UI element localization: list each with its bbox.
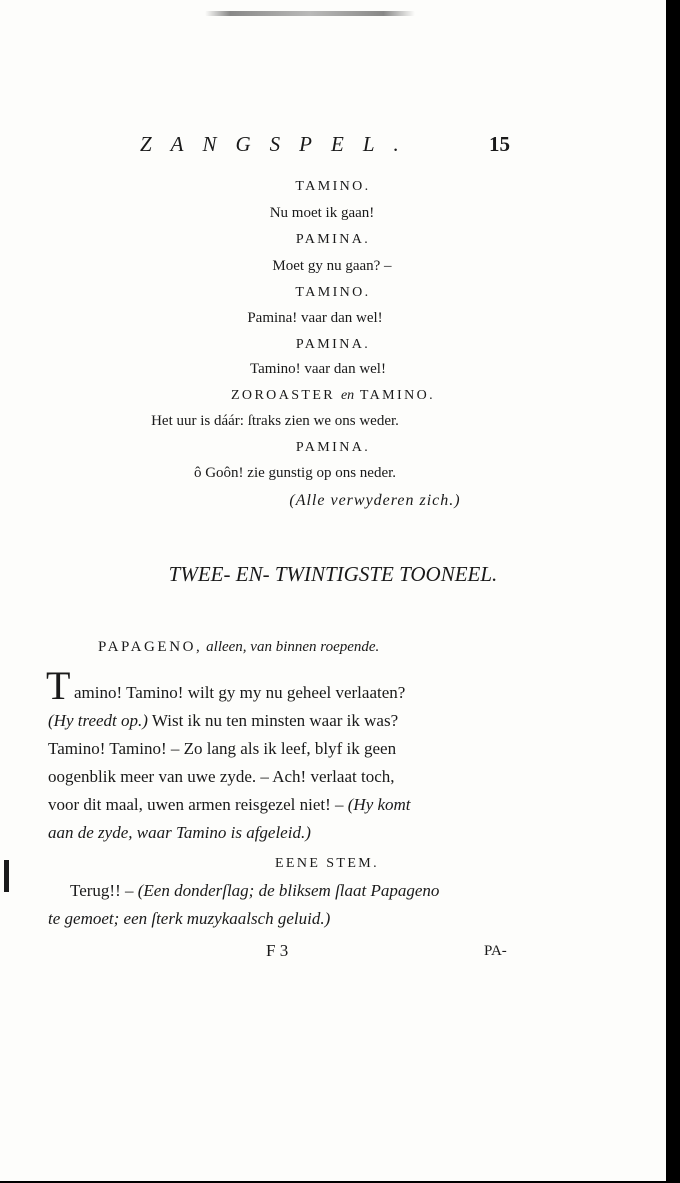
stage-direction: aan de zyde, waar Tamino is afgeleid.): [48, 823, 311, 842]
scene-speaker: [98, 640, 379, 655]
verse-line: ô Goôn! zie gunstig op ons neder.: [193, 465, 397, 481]
prose-text: Wist ik nu ten minsten waar ik was?: [151, 711, 399, 730]
running-head: ZANGSPEL.: [140, 132, 418, 156]
speaker-tamino: TAMINO.: [295, 179, 371, 194]
scene-title: TWEE- EN- TWINTIGSTE TOONEEL.: [168, 562, 498, 586]
page-number: 15: [489, 132, 510, 156]
speaker-pamina: PAMINA.: [295, 337, 371, 352]
verse-line: Pamina! vaar dan wel!: [247, 310, 383, 326]
stage-direction: (Hy komt: [347, 795, 411, 814]
prose-line: [48, 910, 330, 927]
verse-line: Tamino! vaar dan wel!: [250, 361, 386, 377]
speaker-pamina: PAMINA.: [295, 440, 371, 455]
speaker-conjunction: en: [340, 388, 355, 403]
drop-cap: T: [46, 663, 71, 708]
speaker-name: TAMINO.: [359, 388, 436, 403]
stage-direction: (Een donderſlag; de bliksem ſlaat Papageno: [137, 881, 440, 900]
stage-direction: (Hy treedt op.): [48, 711, 148, 730]
speaker-tamino: TAMINO.: [295, 285, 371, 300]
top-ink-smudge: [205, 11, 415, 16]
catchword: PA-: [484, 943, 507, 959]
prose-line: amino! Tamino! wilt gy my nu geheel verlaaten?: [74, 683, 406, 702]
speaker-pamina: PAMINA.: [295, 232, 371, 247]
speaker-eene-stem: EENE STEM.: [274, 856, 380, 871]
prose-line: [48, 712, 398, 729]
stage-direction: te gemoet; een ſterk muzykaalsch geluid.): [48, 909, 331, 928]
verse-line: Nu moet ik gaan!: [269, 205, 375, 221]
prose-line: [48, 824, 311, 841]
speaker-name: ZOROASTER: [230, 388, 336, 403]
verse-line: Moet gy nu gaan? –: [272, 258, 392, 274]
verse-line: Het uur is dáár: ſtraks zien we ons weder.: [151, 413, 399, 429]
prose-text: Terug!! –: [70, 881, 134, 900]
prose-line: oogenblik meer van uwe zyde. – Ach! verlaat toch,: [48, 767, 395, 786]
speaker-direction: alleen, van binnen roepende.: [206, 639, 380, 655]
prose-line: [70, 882, 439, 899]
speaker-zoroaster-tamino: [0, 389, 666, 403]
signature-mark: F 3: [266, 941, 289, 960]
prose-line: Tamino! Tamino! – Zo lang als ik leef, blyf ik geen: [48, 739, 397, 758]
prose-line: [48, 796, 411, 813]
stage-direction: (Alle verwyderen zich.): [289, 492, 461, 509]
speaker-name: PAPAGENO,: [98, 639, 203, 655]
prose-text: voor dit maal, uwen armen reisgezel niet! –: [48, 795, 344, 814]
